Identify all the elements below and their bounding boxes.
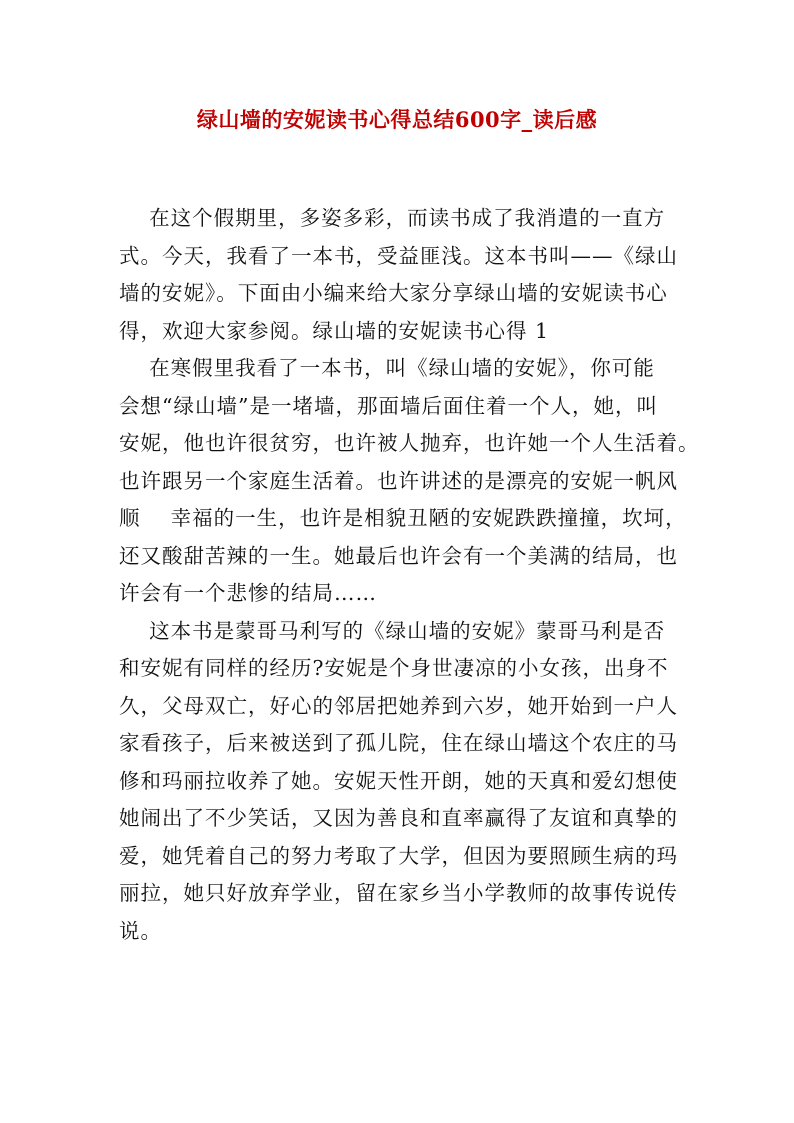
- text-line: 许会有一个悲惨的结局……: [119, 581, 377, 605]
- text-line: 和安妮有同样的经历?安妮是个身世凄凉的小女孩，出身不: [119, 656, 669, 680]
- text-line: 还又酸甜苦辣的一生。她最后也许会有一个美满的结局，也: [119, 543, 678, 568]
- text-line: 丽拉，她只好放弃学业，留在家乡当小学教师的故事传说传: [119, 881, 678, 905]
- text-line: 会想“绿山墙”是一堵墙，那面墙后面住着一个人，她，叫: [119, 393, 658, 418]
- text-line: 久，父母双亡，好心的邻居把她养到六岁，她开始到一户人: [119, 693, 678, 718]
- text-line: 家看孩子，后来被送到了孤儿院，住在绿山墙这个农庄的马: [119, 731, 678, 755]
- text-line: 安妮，他也许很贫穷，也许被人抛弃，也许她一个人生活着。: [119, 431, 700, 455]
- text-line: 式。今天，我看了一本书，受益匪浅。这本书叫——《绿山: [119, 243, 678, 268]
- text-line: 得，欢迎大家参阅。绿山墙的安妮读书心得 1: [119, 318, 550, 343]
- text-line: 修和玛丽拉收养了她。安妮天性开朗，她的天真和爱幻想使: [119, 768, 678, 793]
- document-body: [119, 200, 700, 950]
- text-line: 顺 幸福的一生，也许是相貌丑陋的安妮跌跌撞撞，坎坷，: [119, 506, 687, 530]
- text-line: 也许跟另一个家庭生活着。也许讲述的是漂亮的安妮一帆风: [119, 468, 678, 493]
- text-line: 这本书是蒙哥马利写的《绿山墙的安妮》蒙哥马利是否: [119, 618, 666, 643]
- text-line: 在这个假期里，多姿多彩，而读书成了我消遣的一直方: [119, 206, 666, 230]
- text-line: 爱，她凭着自己的努力考取了大学，但因为要照顾生病的玛: [119, 843, 678, 868]
- text-line: 说。: [119, 918, 162, 943]
- text-line: 在寒假里我看了一本书，叫《绿山墙的安妮》，你可能: [119, 356, 655, 380]
- text-line: 墙的安妮》。下面由小编来给大家分享绿山墙的安妮读书心: [119, 281, 668, 305]
- document-title: 绿山墙的安妮读书心得总结600字_读后感: [196, 107, 598, 132]
- text-line: 她闹出了不少笑话，又因为善良和直率赢得了友谊和真挚的: [119, 806, 678, 830]
